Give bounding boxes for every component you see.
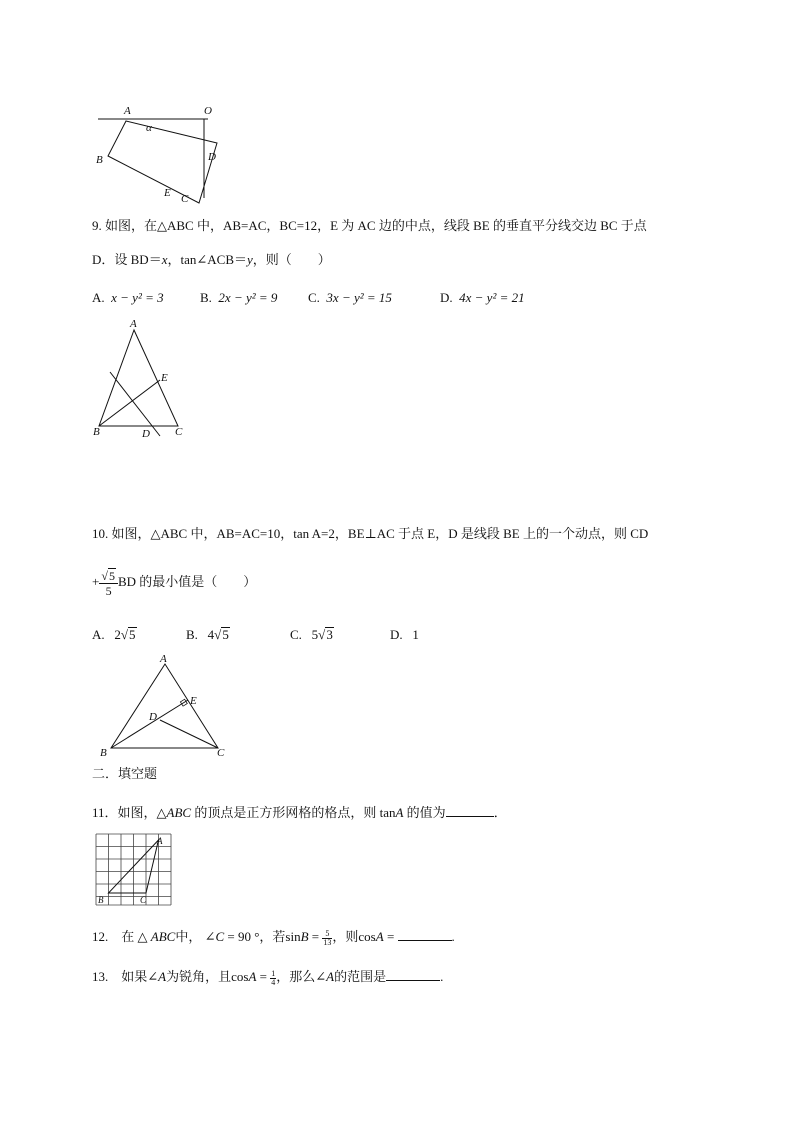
q12-line: 12. 在 △ ABC中， ∠C = 90 °，若sinB = $\frac{5}{13}$ ，则cosA = . xyxy=(92,928,455,947)
q10-line2-post: BD 的最小值是（ ） xyxy=(117,574,257,589)
q9-line2 xyxy=(92,251,331,269)
q9-option-a[interactable]: A. x − y² = 3 xyxy=(92,290,164,305)
figure-rectangle-corner xyxy=(92,100,227,206)
q11-answer-blank[interactable] xyxy=(446,804,494,817)
triangle-abc xyxy=(111,664,218,748)
q13-answer-blank[interactable] xyxy=(386,968,440,981)
q9-options xyxy=(92,289,525,307)
label-c: C xyxy=(217,747,225,758)
q12-answer-blank[interactable] xyxy=(398,928,452,941)
q9-figure xyxy=(90,316,200,442)
q9-option-c[interactable]: C. 3x − y² = 15 xyxy=(308,290,392,305)
q10-option-d[interactable]: D. 1 xyxy=(390,627,419,642)
label-a: A xyxy=(160,653,167,665)
segment-ae xyxy=(126,121,192,190)
label-b: B xyxy=(96,154,103,166)
label-b: B xyxy=(100,747,107,758)
q10-option-b[interactable]: B. 4√5 xyxy=(186,627,229,642)
label-e: E xyxy=(161,372,168,384)
q9-line1: 9. 如图，在△ABC 中，AB=AC，BC=12，E 为 AC 边的中点，线段 BE 的垂直平分线交边 BC 于点 xyxy=(92,218,647,233)
label-a: A xyxy=(157,836,163,846)
segment-be xyxy=(111,700,188,748)
q13-line: 13. 如果∠A为锐角，且cosA = $\frac{1}{4}$ ，那么∠A的范围是 . xyxy=(92,968,444,987)
label-e: E xyxy=(164,187,171,199)
q9-line2-pre: D．设 BD＝ xyxy=(92,252,162,267)
q10-plus: + xyxy=(92,574,100,589)
q10-fraction: $\frac{√5}{5}$ xyxy=(99,568,118,598)
label-d: D xyxy=(208,151,216,163)
q9-var-y: y xyxy=(247,252,253,267)
label-c: C xyxy=(140,895,147,905)
label-c: C xyxy=(181,193,189,205)
q12-fraction: $\frac{5}{13}$ xyxy=(323,928,332,947)
segment-be xyxy=(99,380,160,426)
q9-option-d[interactable]: D. 4x − y² = 21 xyxy=(440,290,525,305)
label-b: B xyxy=(93,426,100,438)
label-b: B xyxy=(98,895,104,905)
q13-fraction: $\frac{1}{4}$ xyxy=(271,968,276,987)
q9-line2-mid: ，tan∠ACB＝ xyxy=(167,252,247,267)
q9-line2-post: ，则（ ） xyxy=(252,252,331,267)
label-a: A xyxy=(124,105,131,117)
q11-line: 11．如图，△ABC 的顶点是正方形网格的格点，则 tanA 的值为 ． xyxy=(92,805,507,820)
label-a: A xyxy=(130,318,137,330)
q9-option-b[interactable]: B. 2x − y² = 9 xyxy=(200,290,278,305)
label-d: D xyxy=(149,711,157,723)
label-d: D xyxy=(142,428,150,440)
q10-option-c[interactable]: C. 5√3 xyxy=(290,627,333,642)
rectangle-abcd xyxy=(108,121,217,203)
label-o: O xyxy=(204,105,212,117)
q10-options xyxy=(92,626,419,644)
q10-line2 xyxy=(92,562,256,602)
q10-line1: 10. 如图，△ABC 中，AB=AC=10，tan A=2，BE⊥AC 于点 E，D 是线段 BE 上的一个动点，则 CD xyxy=(92,526,649,541)
q10-figure xyxy=(96,652,236,758)
q9-var-x: x xyxy=(161,252,168,267)
q11-grid-figure xyxy=(94,832,174,908)
label-e: E xyxy=(190,695,197,707)
q10-option-a[interactable]: A. 2√5 xyxy=(92,627,136,642)
label-alpha: α xyxy=(146,122,152,134)
section-fill-in-title: 二．填空题 xyxy=(92,766,158,781)
label-c: C xyxy=(175,426,183,438)
